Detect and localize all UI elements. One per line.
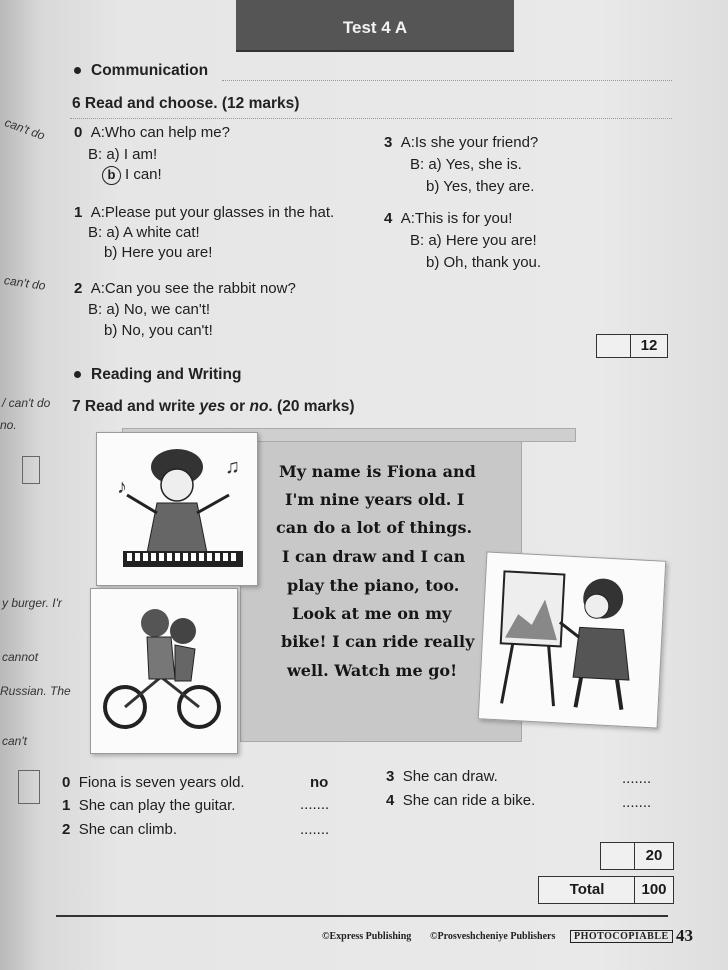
score-got-box-7[interactable]	[600, 842, 636, 870]
score-max-box-6: 12	[630, 334, 668, 358]
item-3-question: 3 A:Is she your friend?	[384, 134, 539, 151]
margin-note: cannot	[2, 650, 39, 664]
page-title: Test 4 A	[342, 18, 408, 37]
margin-note: Russian. The	[0, 684, 71, 698]
reading-line: My name is Fiona and	[279, 462, 476, 481]
question-2-answer-line[interactable]: .......	[300, 821, 330, 838]
question-2: 2 She can climb.	[62, 821, 178, 838]
svg-text:♪: ♪	[117, 476, 127, 498]
question-3: 3 She can draw.	[386, 768, 498, 785]
footer-photocopiable: PHOTOCOPIABLE	[570, 931, 673, 942]
reading-line: can do a lot of things.	[276, 518, 473, 537]
reading-line: I'm nine years old. I	[285, 490, 465, 509]
margin-box	[22, 456, 40, 484]
header-bar	[236, 0, 514, 52]
item-3-option-b: b) Yes, they are.	[426, 178, 535, 195]
bike-illustration	[90, 588, 238, 754]
reading-line: well. Watch me go!	[287, 661, 458, 680]
item-1-question: 1 A:Please put your glasses in the hat.	[74, 204, 335, 221]
item-0-option-a: B: a) I am!	[88, 146, 158, 163]
margin-note: y burger. I'r	[2, 596, 62, 610]
drawing-illustration	[478, 551, 667, 728]
item-2-question: 2 A:Can you see the rabbit now?	[74, 280, 296, 297]
task-7-heading: 7 Read and write yes or no. (20 marks)	[72, 398, 355, 415]
item-2-option-a: B: a) No, we can't!	[88, 301, 211, 318]
score-got-box-6[interactable]	[596, 334, 632, 358]
item-4-option-a: B: a) Here you are!	[410, 232, 537, 249]
item-4-option-b: b) Oh, thank you.	[426, 254, 542, 271]
item-1-option-a: B: a) A white cat!	[88, 224, 200, 241]
reading-line: Look at me on my	[292, 604, 452, 623]
question-0: 0 Fiona is seven years old.	[62, 774, 245, 791]
section-heading-reading-writing: Reading and Writing	[74, 366, 241, 384]
item-4-question: 4 A:This is for you!	[384, 210, 513, 227]
reading-line: play the piano, too.	[287, 576, 460, 595]
question-0-answer: no	[310, 774, 329, 791]
total-label: Total	[538, 876, 636, 904]
reading-line: bike! I can ride really	[281, 632, 475, 651]
svg-text:♫: ♫	[225, 456, 240, 478]
margin-note: can't do	[3, 273, 47, 293]
question-4-answer-line[interactable]: .......	[622, 794, 652, 811]
item-1-option-b: b) Here you are!	[104, 244, 213, 261]
item-0-option-b: b I can!	[102, 166, 162, 185]
reading-line: I can draw and I can	[282, 547, 466, 566]
margin-note: / can't do	[2, 396, 51, 410]
question-1-answer-line[interactable]: .......	[300, 796, 330, 813]
item-2-option-b: b) No, you can't!	[104, 322, 213, 339]
question-1: 1 She can play the guitar.	[62, 797, 236, 814]
item-0-question: 0 A:Who can help me?	[74, 124, 230, 141]
footer-rule	[56, 915, 668, 917]
margin-box	[18, 770, 40, 804]
margin-note: can't	[2, 734, 27, 748]
margin-note: can't do	[2, 115, 47, 143]
page-number: 43	[676, 926, 693, 945]
bullet-icon	[74, 67, 81, 74]
question-3-answer-line[interactable]: .......	[622, 770, 652, 787]
score-max-box-7: 20	[634, 842, 674, 870]
footer-publisher-2: ©Prosveshcheniye Publishers	[430, 931, 556, 942]
dotted-rule	[222, 80, 672, 81]
piano-illustration	[96, 432, 258, 586]
dotted-rule	[70, 118, 672, 119]
margin-note: no.	[0, 418, 17, 432]
bullet-icon	[74, 371, 81, 378]
footer-publisher-1: ©Express Publishing	[322, 931, 412, 942]
circled-answer-icon: b	[102, 166, 121, 185]
question-4: 4 She can ride a bike.	[386, 792, 536, 809]
section-heading-communication: Communication	[74, 62, 208, 80]
task-6-heading: 6 Read and choose. (12 marks)	[72, 95, 300, 112]
total-max: 100	[634, 876, 674, 904]
item-3-option-a: B: a) Yes, she is.	[410, 156, 522, 173]
